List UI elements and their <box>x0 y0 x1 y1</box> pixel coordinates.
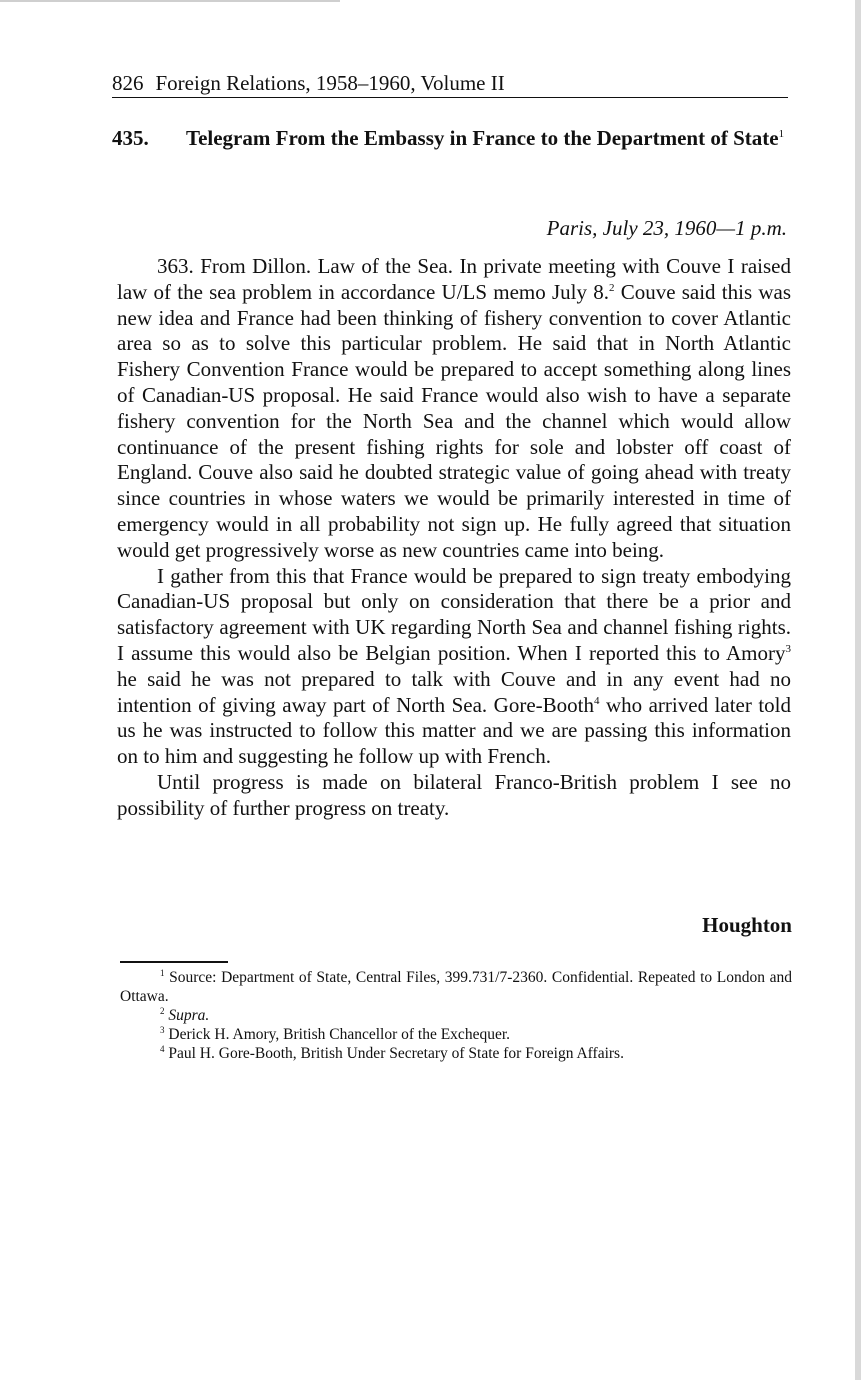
scan-edge-top <box>0 0 340 2</box>
footnote-3 <box>120 1025 792 1044</box>
footnotes <box>120 968 792 1063</box>
paragraph-1-text-b: Couve said this was new idea and France had been thinking of fishery convention to cover Atlantic area so as to solve this particular problem. He said that in North Atlantic Fishery Convention France would be prepared to accept something along lines of Canadian-US proposal. He said France would also wish to have a separate fishery convention for the North Sea and the channel which would allow continuance of the present fishing rights for sole and lobster off coast of England. Couve also said he doubted strategic value of going ahead with treaty since countries in whose waters we would be primarily interested in time of emergency would in all probability not sign up. He fully agreed that situation would get progressively worse as new countries came into being. <box>117 279 791 562</box>
footnote-1-mark: 1 <box>160 967 165 978</box>
footnote-ref-4[interactable]: 4 <box>593 694 600 707</box>
footnote-4-text: Paul H. Gore-Booth, British Under Secretary of State for Foreign Affairs. <box>168 1045 624 1062</box>
paragraph-1-text-a: 363. From Dillon. Law of the Sea. In private meeting with Couve I raised law of the sea problem in accordance U/LS memo July 8. <box>117 254 791 304</box>
footnote-2-mark: 2 <box>160 1005 165 1016</box>
footnote-1-text: Source: Department of State, Central Files, 399.731/7-2360. Confidential. Repeated to London and Ottawa. <box>120 969 793 1005</box>
page-number: 826 <box>112 71 144 95</box>
footnote-ref-1[interactable]: 1 <box>778 128 785 140</box>
footnote-1 <box>120 968 792 1006</box>
footnote-ref-3[interactable]: 3 <box>785 642 791 655</box>
running-head <box>112 70 788 98</box>
footnote-divider <box>120 961 228 963</box>
volume-title: Foreign Relations, 1958–1960, Volume II <box>155 71 505 95</box>
paragraph-2-text-b: he said he was not prepared to talk with Couve and in any event had no intention of giving away part of North Sea. Gore-Booth <box>117 666 791 717</box>
dateline: Paris, July 23, 1960—1 p.m. <box>546 216 787 240</box>
document-title-text: Telegram From the Embassy in France to the Department of State <box>186 126 779 150</box>
document-number: 435. <box>112 126 149 150</box>
footnote-ref-2[interactable]: 2 <box>608 281 615 294</box>
telegram-body <box>117 254 791 822</box>
footnote-2-text: Supra. <box>168 1007 210 1024</box>
paragraph-1 <box>117 254 791 564</box>
document-title <box>186 124 790 152</box>
signature: Houghton <box>702 913 792 937</box>
footnote-3-text: Derick H. Amory, British Chancellor of the Exchequer. <box>168 1026 511 1043</box>
paragraph-2-text-a: I gather from this that France would be prepared to sign treaty embodying Canadian-US proposal but only on consideration that there be a prior and satisfactory agreement with UK regarding North Sea and channel fishing rights. I assume this would also be Belgian position. When I reported this to Amory <box>117 563 791 665</box>
paragraph-2 <box>117 564 791 770</box>
scan-edge-right <box>855 0 861 1380</box>
footnote-2 <box>120 1006 792 1025</box>
paragraph-3: Until progress is made on bilateral Franco-British problem I see no possibility of further progress on treaty. <box>117 769 791 820</box>
footnote-4-mark: 4 <box>160 1043 165 1054</box>
footnote-4 <box>120 1044 792 1063</box>
paragraph-2-text-c: who arrived later told us he was instructed to follow this matter and we are passing this information on to him and suggesting he follow up with French. <box>117 692 791 769</box>
footnote-3-mark: 3 <box>160 1024 165 1035</box>
